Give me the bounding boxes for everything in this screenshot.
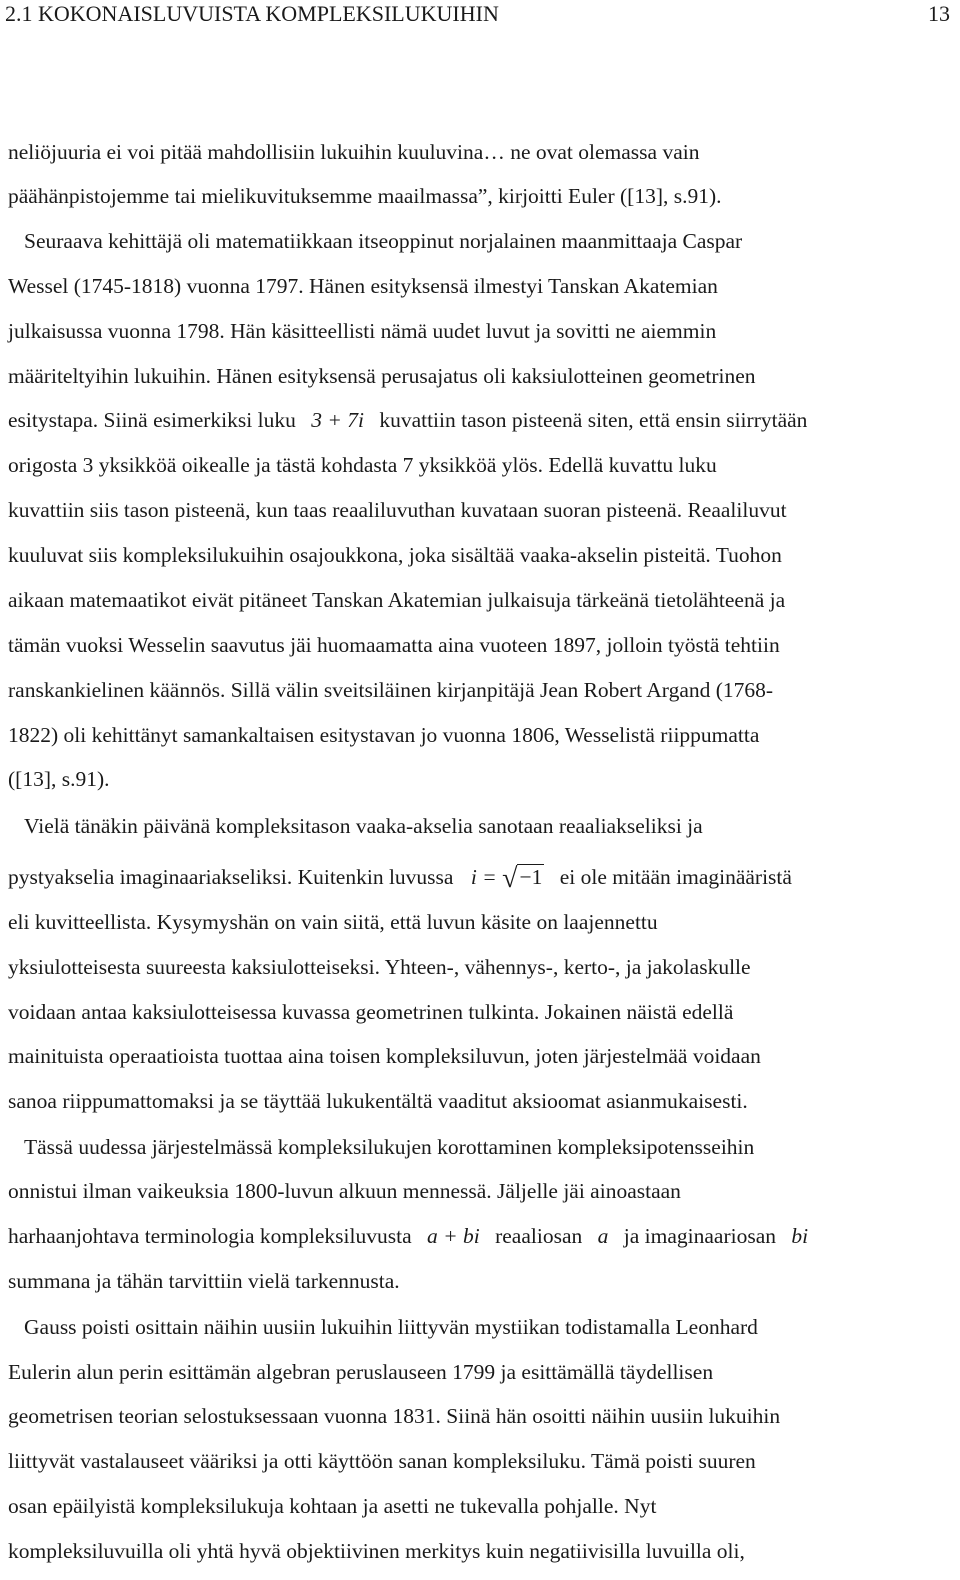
text-segment: ja imaginaariosan <box>623 1224 776 1248</box>
text-line: Wessel (1745-1818) vuonna 1797. Hänen esityksensä ilmestyi Tanskan Akatemian <box>8 274 718 298</box>
text-line: ranskankielinen käännös. Sillä välin sveitsiläinen kirjanpitäjä Jean Robert Argand (1768- <box>8 678 774 702</box>
text-line: liittyvät vastalauseet vääriksi ja otti käyttöön sanan kompleksiluku. Tämä poisti suuren <box>8 1449 756 1473</box>
text-line-with-math <box>8 406 807 434</box>
text-line-with-math <box>8 863 792 893</box>
text-segment: ei ole mitään imaginääristä <box>559 865 792 889</box>
page-number: 13 <box>928 1 950 26</box>
text-line: osan epäilyistä kompleksilukuja kohtaan ja asetti ne tukevalla pohjalle. Nyt <box>8 1494 657 1518</box>
text-line: neliöjuuria ei voi pitää mahdollisiin lukuihin kuuluvina… ne ovat olemassa vain <box>8 140 700 164</box>
text-line: Tässä uudessa järjestelmässä kompleksilukujen korottaminen kompleksipotensseihin <box>24 1135 755 1159</box>
text-line: Vielä tänäkin päivänä kompleksitason vaaka-akselia sanotaan reaaliakseliksi ja <box>24 814 703 838</box>
text-line: origosta 3 yksikköä oikealle ja tästä kohdasta 7 yksikköä ylös. Edellä kuvattu luku <box>8 453 717 477</box>
text-line-with-math <box>8 1222 808 1250</box>
radical-sign: √ <box>502 863 518 894</box>
text-line: geometrisen teorian selostuksessaan vuonna 1831. Siinä hän osoitti näihin uusiin lukuihin <box>8 1404 781 1428</box>
math-3-plus-7i: 3 + 7i <box>311 408 364 432</box>
text-line: kuvattiin siis tason pisteenä, kun taas reaaliluvuthan kuvataan suoran pisteenä. Reaaliluvut <box>8 498 787 522</box>
text-line: Seuraava kehittäjä oli matematiikkaan itseoppinut norjalainen maanmittaaja Caspar <box>24 229 743 253</box>
text-segment: reaaliosan <box>495 1224 583 1248</box>
text-line: kompleksiluvuilla oli yhtä hyvä objektiivinen merkitys kuin negatiivisilla luvuilla oli, <box>8 1539 745 1563</box>
text-segment: esitystapa. Siinä esimerkiksi luku <box>8 408 296 432</box>
text-line: eli kuvitteellista. Kysymyshän on vain siitä, että luvun käsite on laajennettu <box>8 910 658 934</box>
text-segment: kuvattiin tason pisteenä siten, että ensin siirrytään <box>379 408 808 432</box>
text-line: yksiulotteisesta suureesta kaksiulotteiseksi. Yhteen-, vähennys-, kerto-, ja jakolaskulle <box>8 955 751 979</box>
text-line: voidaan antaa kaksiulotteisessa kuvassa geometrinen tulkinta. Jokainen näistä edellä <box>8 1000 734 1024</box>
radicand: −1 <box>519 865 543 889</box>
text-line: aikaan matemaatikot eivät pitäneet Tanskan Akatemian julkaisuja tärkeänä tietolähteenä ja <box>8 588 786 612</box>
math-a: a <box>597 1224 609 1248</box>
text-line: kuuluvat siis kompleksilukuihin osajoukkona, joka sisältää vaaka-akselin pisteitä. Tuohon <box>8 543 782 567</box>
text-line: määriteltyihin lukuihin. Hänen esityksensä perusajatus oli kaksiulotteinen geometrinen <box>8 364 756 388</box>
text-line: summana ja tähän tarvittiin vielä tarkennusta. <box>8 1269 400 1293</box>
text-line: onnistui ilman vaikeuksia 1800-luvun alkuun mennessä. Jäljelle jäi ainoastaan <box>8 1179 681 1203</box>
text-line: sanoa riippumattomaksi ja se täyttää lukukentältä vaaditut aksioomat asianmukaisesti. <box>8 1089 748 1113</box>
text-line: 1822) oli kehittänyt samankaltaisen esitystavan jo vuonna 1806, Wesselistä riippumatta <box>8 723 760 747</box>
text-segment: harhaanjohtava terminologia kompleksiluvusta <box>8 1224 412 1248</box>
text-line: Gauss poisti osittain näihin uusiin lukuihin liittyvän mystiikan todistamalla Leonhard <box>24 1315 758 1339</box>
math-sqrt-minus-one <box>502 863 544 893</box>
math-i-equals: i = <box>470 865 497 889</box>
text-line: tämän vuoksi Wesselin saavutus jäi huomaamatta aina vuoteen 1897, jolloin työstä tehtiin <box>8 633 780 657</box>
text-line: mainituista operaatioista tuottaa aina toisen kompleksiluvun, joten järjestelmää voidaan <box>8 1044 761 1068</box>
text-segment: pystyakselia imaginaariakseliksi. Kuitenkin luvussa <box>8 865 454 889</box>
text-line: ([13], s.91). <box>8 767 110 791</box>
text-line: Eulerin alun perin esittämän algebran peruslauseen 1799 ja esittämällä täydellisen <box>8 1360 714 1384</box>
math-a-plus-bi: a + bi <box>427 1224 480 1248</box>
text-line: julkaisussa vuonna 1798. Hän käsitteellisti nämä uudet luvut ja sovitti ne aiemmin <box>8 319 717 343</box>
math-bi: bi <box>791 1224 809 1248</box>
chapter-title: 2.1 KOKONAISLUVUISTA KOMPLEKSILUKUIHIN <box>5 1 499 26</box>
text-line: päähänpistojemme tai mielikuvituksemme maailmassa”, kirjoitti Euler ([13], s.91). <box>8 184 722 208</box>
